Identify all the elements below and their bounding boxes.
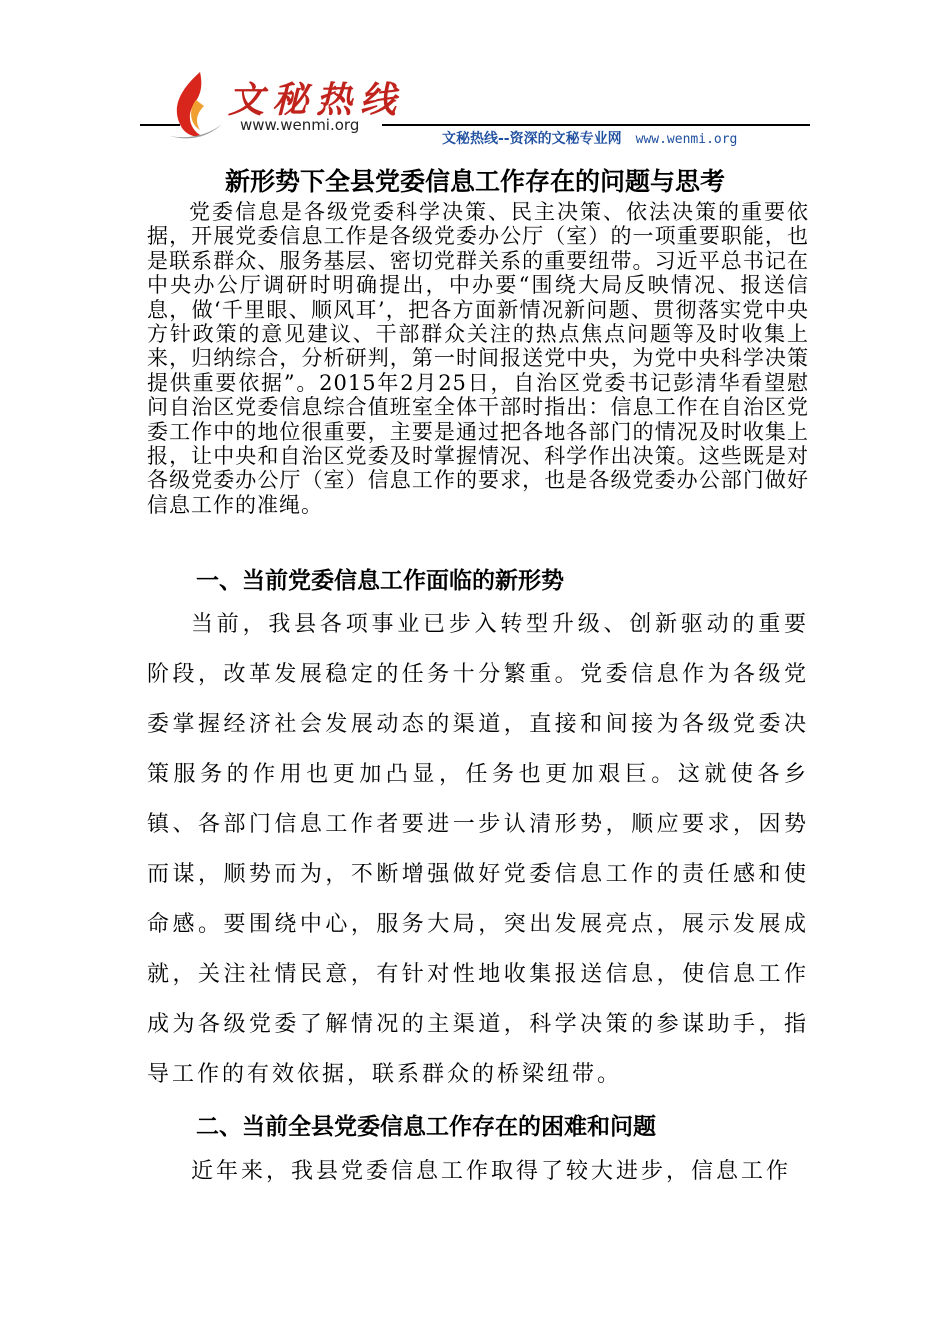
logo-wordmark: 文秘热线 (228, 79, 405, 121)
flame-logo-icon (160, 70, 230, 140)
section2-paragraph: 近年来，我县党委信息工作取得了较大进步，信息工作 (191, 1159, 792, 1184)
header-rule-left (140, 124, 180, 126)
header-tagline (442, 128, 737, 148)
intro-paragraph: 党委信息是各级党委科学决策、民主决策、依法决策的重要依据，开展党委信息工作是各级党委办公厅（室）的一项重要职能，也是联系群众、服务基层、密切党群关系的重要纽带。习近平总书记在中央办公厅调研时明确提出，中办要“围绕大局反映情况、报送信息，做‘千里眼、顺风耳’，把各方面新情况新问题、贯彻落实党中央方针政策的意见建议、干部群众关注的热点焦点问题等及时收集上来，归纳综合，分析研判，第一时间报送党中央，为党中央科学决策提供重要依据”。2015年2月25日，自治区党委书记彭清华看望慰问自治区党委信息综合值班室全体干部时指出：信息工作在自治区党委工作中的地位很重要，主要是通过把各地各部门的情况及时收集上报，让中央和自治区党委及时掌握情况、科学作出决策。这些既是对各级党委办公厅（室）信息工作的要求，也是各级党委办公部门做好信息工作的准绳。 (147, 200, 809, 517)
section2-heading: 二、当前全县党委信息工作存在的困难和问题 (196, 1114, 656, 1140)
page-header (0, 0, 950, 150)
tagline-text: 文秘热线--资深的文秘专业网 (442, 131, 622, 147)
section1-paragraph: 当前，我县各项事业已步入转型升级、创新驱动的重要阶段，改革发展稳定的任务十分繁重。党委信息作为各级党委掌握经济社会发展动态的渠道，直接和间接为各级党委决策服务的作用也更加凸显，任务也更加艰巨。这就使各乡镇、各部门信息工作者要进一步认清形势，顺应要求，因势而谋，顺势而为，不断增强做好党委信息工作的责任感和使命感。要围绕中心，服务大局，突出发展亮点，展示发展成就，关注社情民意，有针对性地收集报送信息，使信息工作成为各级党委了解情况的主渠道，科学决策的参谋助手，指导工作的有效依据，联系群众的桥梁纽带。 (147, 612, 809, 1087)
header-rule-right (382, 124, 810, 126)
document-title: 新形势下全县党委信息工作存在的问题与思考 (224, 167, 725, 196)
section1-heading: 一、当前党委信息工作面临的新形势 (196, 568, 564, 594)
tagline-url-link[interactable]: www.wenmi.org (635, 132, 738, 147)
logo-url: www.wenmi.org (240, 116, 360, 134)
